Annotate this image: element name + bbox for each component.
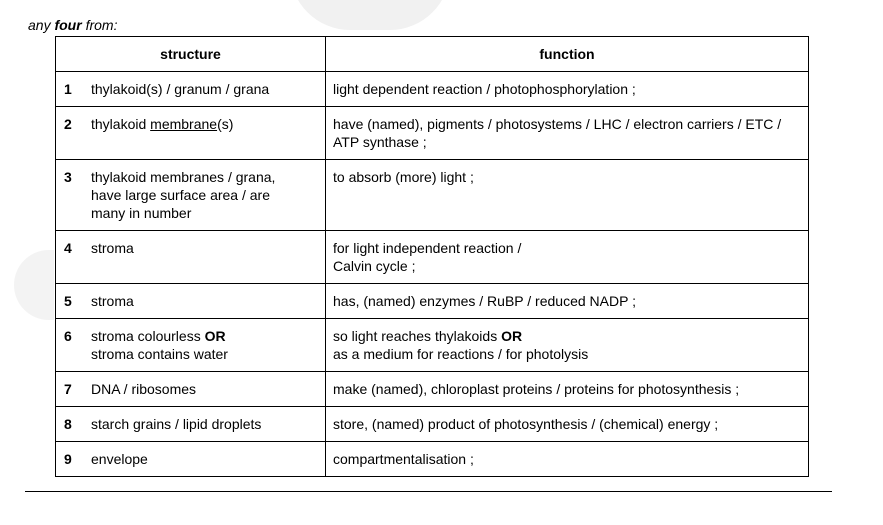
structure-cell (56, 442, 326, 477)
text-segment: as a medium for reactions / for photolysis (333, 346, 589, 362)
text-segment: DNA / ribosomes (91, 381, 197, 397)
structure-text (91, 327, 313, 363)
row-number: 8 (64, 416, 72, 432)
table-row (56, 407, 809, 442)
structure-text (91, 168, 313, 222)
text-segment: has, (named) enzymes / RuBP / reduced NADP ; (333, 293, 636, 309)
function-cell (326, 72, 809, 107)
structure-cell (56, 284, 326, 319)
table-row (56, 372, 809, 407)
structure-text (91, 292, 313, 310)
intro-suffix: from: (81, 17, 118, 33)
text-segment: many in number (91, 205, 192, 221)
text-segment: OR (501, 328, 523, 344)
mark-scheme-table (55, 36, 809, 477)
text-segment: for light independent reaction / (333, 240, 522, 256)
function-cell (326, 284, 809, 319)
text-segment: thylakoid membranes / grana, (91, 169, 276, 185)
intro-instruction (28, 17, 117, 33)
text-segment: compartmentalisation ; (333, 451, 474, 467)
structure-header: structure (56, 37, 326, 72)
structure-cell (56, 407, 326, 442)
intro-prefix: any (28, 17, 55, 33)
function-cell (326, 319, 809, 372)
row-number: 5 (64, 293, 72, 309)
table-body (56, 72, 809, 477)
structure-cell (56, 72, 326, 107)
text-segment: stroma contains water (91, 346, 228, 362)
text-segment: thylakoid (91, 116, 151, 132)
function-cell (326, 231, 809, 284)
text-segment: envelope (91, 451, 148, 467)
structure-text (91, 80, 313, 98)
row-number: 1 (64, 81, 72, 97)
function-cell (326, 107, 809, 160)
structure-cell (56, 107, 326, 160)
table-row (56, 442, 809, 477)
table-row (56, 107, 809, 160)
structure-cell (56, 319, 326, 372)
row-number: 7 (64, 381, 72, 397)
text-segment: stroma (91, 240, 134, 256)
structure-text (91, 380, 313, 398)
function-header: function (326, 37, 809, 72)
text-segment: starch grains / lipid droplets (91, 416, 262, 432)
intro-emphasis: four (54, 17, 82, 33)
text-segment: have (named), pigments / photosystems / LHC / electron carriers / ETC / ATP synthase ; (333, 116, 782, 150)
text-segment: membrane (150, 116, 218, 132)
text-segment: Calvin cycle ; (333, 258, 416, 274)
row-number: 6 (64, 328, 72, 344)
structure-cell (56, 231, 326, 284)
text-segment: so light reaches thylakoids (333, 328, 502, 344)
watermark-shape (14, 250, 54, 320)
row-number: 2 (64, 116, 72, 132)
structure-text (91, 450, 313, 468)
structure-text (91, 239, 313, 257)
text-segment: (s) (217, 116, 234, 132)
text-segment: make (named), chloroplast proteins / proteins for photosynthesis ; (333, 381, 740, 397)
text-segment: OR (204, 328, 226, 344)
table-row (56, 160, 809, 231)
text-segment: stroma colourless (91, 328, 205, 344)
table-row (56, 284, 809, 319)
row-number: 9 (64, 451, 72, 467)
header-row (56, 37, 809, 72)
text-segment: store, (named) product of photosynthesis / (chemical) energy ; (333, 416, 719, 432)
structure-cell (56, 372, 326, 407)
text-segment: light dependent reaction / photophosphorylation ; (333, 81, 636, 97)
text-segment: have large surface area / are (91, 187, 270, 203)
structure-text (91, 115, 313, 133)
bottom-divider (25, 491, 832, 492)
text-segment: stroma (91, 293, 134, 309)
text-segment: to absorb (more) light ; (333, 169, 474, 185)
function-cell (326, 442, 809, 477)
structure-text (91, 415, 313, 433)
function-cell (326, 160, 809, 231)
function-cell (326, 407, 809, 442)
function-cell (326, 372, 809, 407)
row-number: 3 (64, 169, 72, 185)
text-segment: thylakoid(s) / granum / grana (91, 81, 270, 97)
row-number: 4 (64, 240, 72, 256)
table-row (56, 72, 809, 107)
watermark-shape (290, 0, 450, 30)
table-row (56, 231, 809, 284)
structure-cell (56, 160, 326, 231)
table-row (56, 319, 809, 372)
